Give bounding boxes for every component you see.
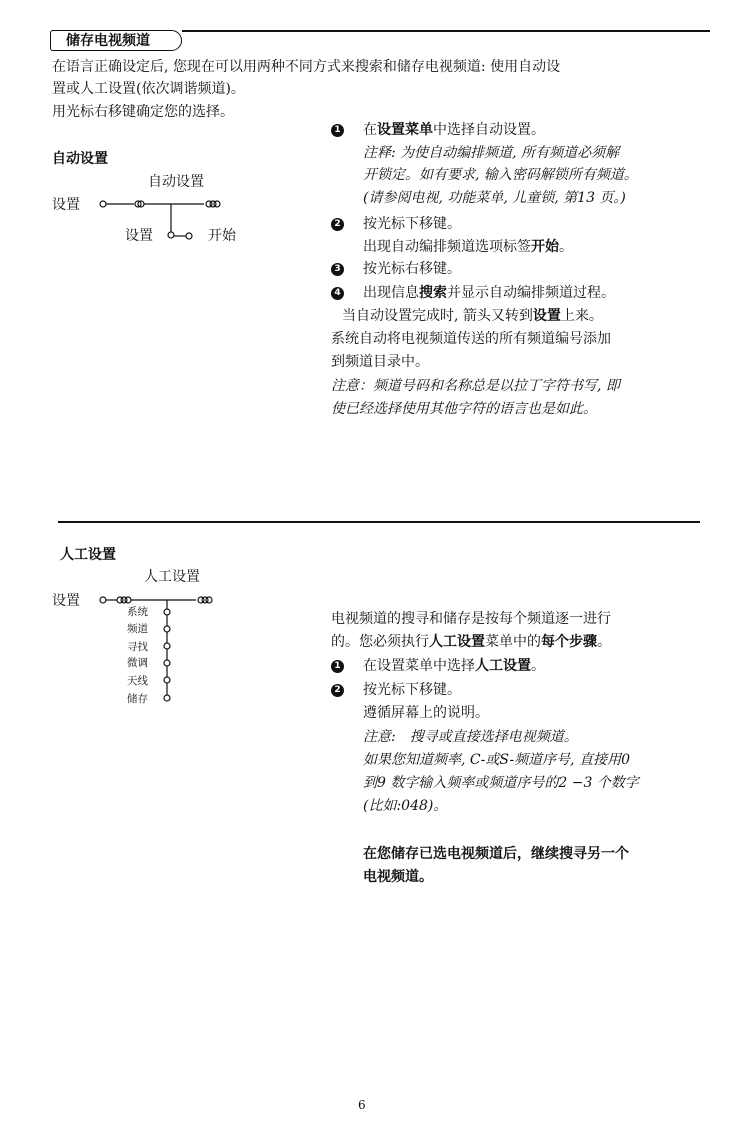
manual-item-search: 寻找 bbox=[127, 641, 148, 653]
manual-diagram-left-label: 设置 bbox=[52, 593, 80, 609]
auto-para-line-1: 系统自动将电视频道传送的所有频道编号添加 bbox=[331, 331, 611, 347]
auto-diagram-left-label: 设置 bbox=[52, 197, 80, 213]
auto-complete-text: 当自动设置完成时, 箭头又转到设置上来。 bbox=[342, 308, 603, 324]
step-3-number-icon: 3 bbox=[331, 263, 344, 276]
intro-line-1: 在语言正确设定后, 您现在可以用两种不同方式来搜索和储存电视频道: 使用自动设 bbox=[52, 59, 561, 75]
auto-diagram-sub-left-label: 设置 bbox=[125, 228, 153, 244]
manual-item-finetune: 微调 bbox=[127, 657, 148, 669]
auto-setup-heading: 自动设置 bbox=[52, 151, 108, 167]
manual-step-2-note-2: 如果您知道频率, C-或S-频道序号, 直接用0 bbox=[363, 752, 630, 768]
manual-step-2-sub: 遵循屏幕上的说明。 bbox=[363, 705, 489, 721]
auto-para-line-2: 到频道目录中。 bbox=[331, 354, 429, 370]
manual-step-1-text: 在设置菜单中选择人工设置。 bbox=[363, 658, 545, 674]
top-rule bbox=[182, 30, 710, 32]
manual-item-store: 储存 bbox=[127, 693, 148, 705]
manual-item-system: 系统 bbox=[127, 606, 148, 618]
auto-step-4-text: 出现信息搜索并显示自动编排频道过程。 bbox=[363, 285, 615, 301]
manual-setup-heading: 人工设置 bbox=[60, 547, 116, 563]
manual-step-2-text: 按光标下移键。 bbox=[363, 682, 461, 698]
step-4-number-icon: 4 bbox=[331, 287, 344, 300]
auto-step-1-note-1: 注释: 为使自动编排频道, 所有频道必须解 bbox=[363, 145, 620, 161]
manual-menu-tree-diagram bbox=[96, 590, 236, 710]
manual-step-2-number-icon: 2 bbox=[331, 684, 344, 697]
auto-step-2-sub: 出现自动编排频道选项标签开始。 bbox=[363, 239, 573, 255]
auto-note-line-1: 注意：频道号码和名称总是以拉丁字符书写, 即 bbox=[331, 378, 620, 394]
manual-closing-line-2: 电视频道。 bbox=[363, 869, 433, 885]
auto-step-1-note-3: (请参阅电视, 功能菜单, 儿童锁, 第13 页。) bbox=[363, 190, 626, 206]
manual-step-2-note-3: 到9 数字输入频率或频道序号的2 −3 个数字 bbox=[363, 775, 639, 791]
manual-step-1-number-icon: 1 bbox=[331, 660, 344, 673]
intro-line-2: 置或人工设置(依次调谐频道)。 bbox=[52, 81, 245, 97]
manual-step-2-note-1: 注意: 搜寻或直接选择电视频道。 bbox=[363, 729, 578, 745]
auto-diagram-sub-right-label: 开始 bbox=[208, 228, 236, 244]
auto-step-1-note-2: 开锁定。如有要求, 输入密码解锁所有频道。 bbox=[363, 167, 638, 183]
manual-intro-line-1: 电视频道的搜寻和储存是按每个频道逐一进行 bbox=[331, 611, 611, 627]
manual-closing-line-1: 在您储存已选电视频道后，继续搜寻另一个 bbox=[363, 846, 629, 862]
page-number: 6 bbox=[358, 1098, 366, 1112]
auto-note-line-2: 使已经选择使用其他字符的语言也是如此。 bbox=[331, 401, 597, 417]
auto-step-1-text: 在设置菜单中选择自动设置。 bbox=[363, 122, 545, 138]
auto-step-3-text: 按光标右移键。 bbox=[363, 261, 461, 277]
auto-diagram-top-label: 自动设置 bbox=[148, 174, 204, 190]
step-1-number-icon: 1 bbox=[331, 124, 344, 137]
manual-item-channel: 频道 bbox=[127, 623, 148, 635]
manual-item-antenna: 天线 bbox=[127, 675, 148, 687]
manual-diagram-top-label: 人工设置 bbox=[144, 569, 200, 585]
manual-intro-line-2: 的。您必须执行人工设置菜单中的每个步骤。 bbox=[331, 634, 611, 650]
section-tag-title: 储存电视频道 bbox=[66, 33, 150, 49]
manual-step-2-note-4: (比如:048)。 bbox=[363, 798, 448, 814]
intro-line-3: 用光标右移键确定您的选择。 bbox=[52, 104, 234, 120]
auto-step-2-text: 按光标下移键。 bbox=[363, 216, 461, 232]
step-2-number-icon: 2 bbox=[331, 218, 344, 231]
auto-menu-tree-diagram bbox=[96, 194, 256, 254]
section-divider-rule bbox=[58, 521, 700, 523]
